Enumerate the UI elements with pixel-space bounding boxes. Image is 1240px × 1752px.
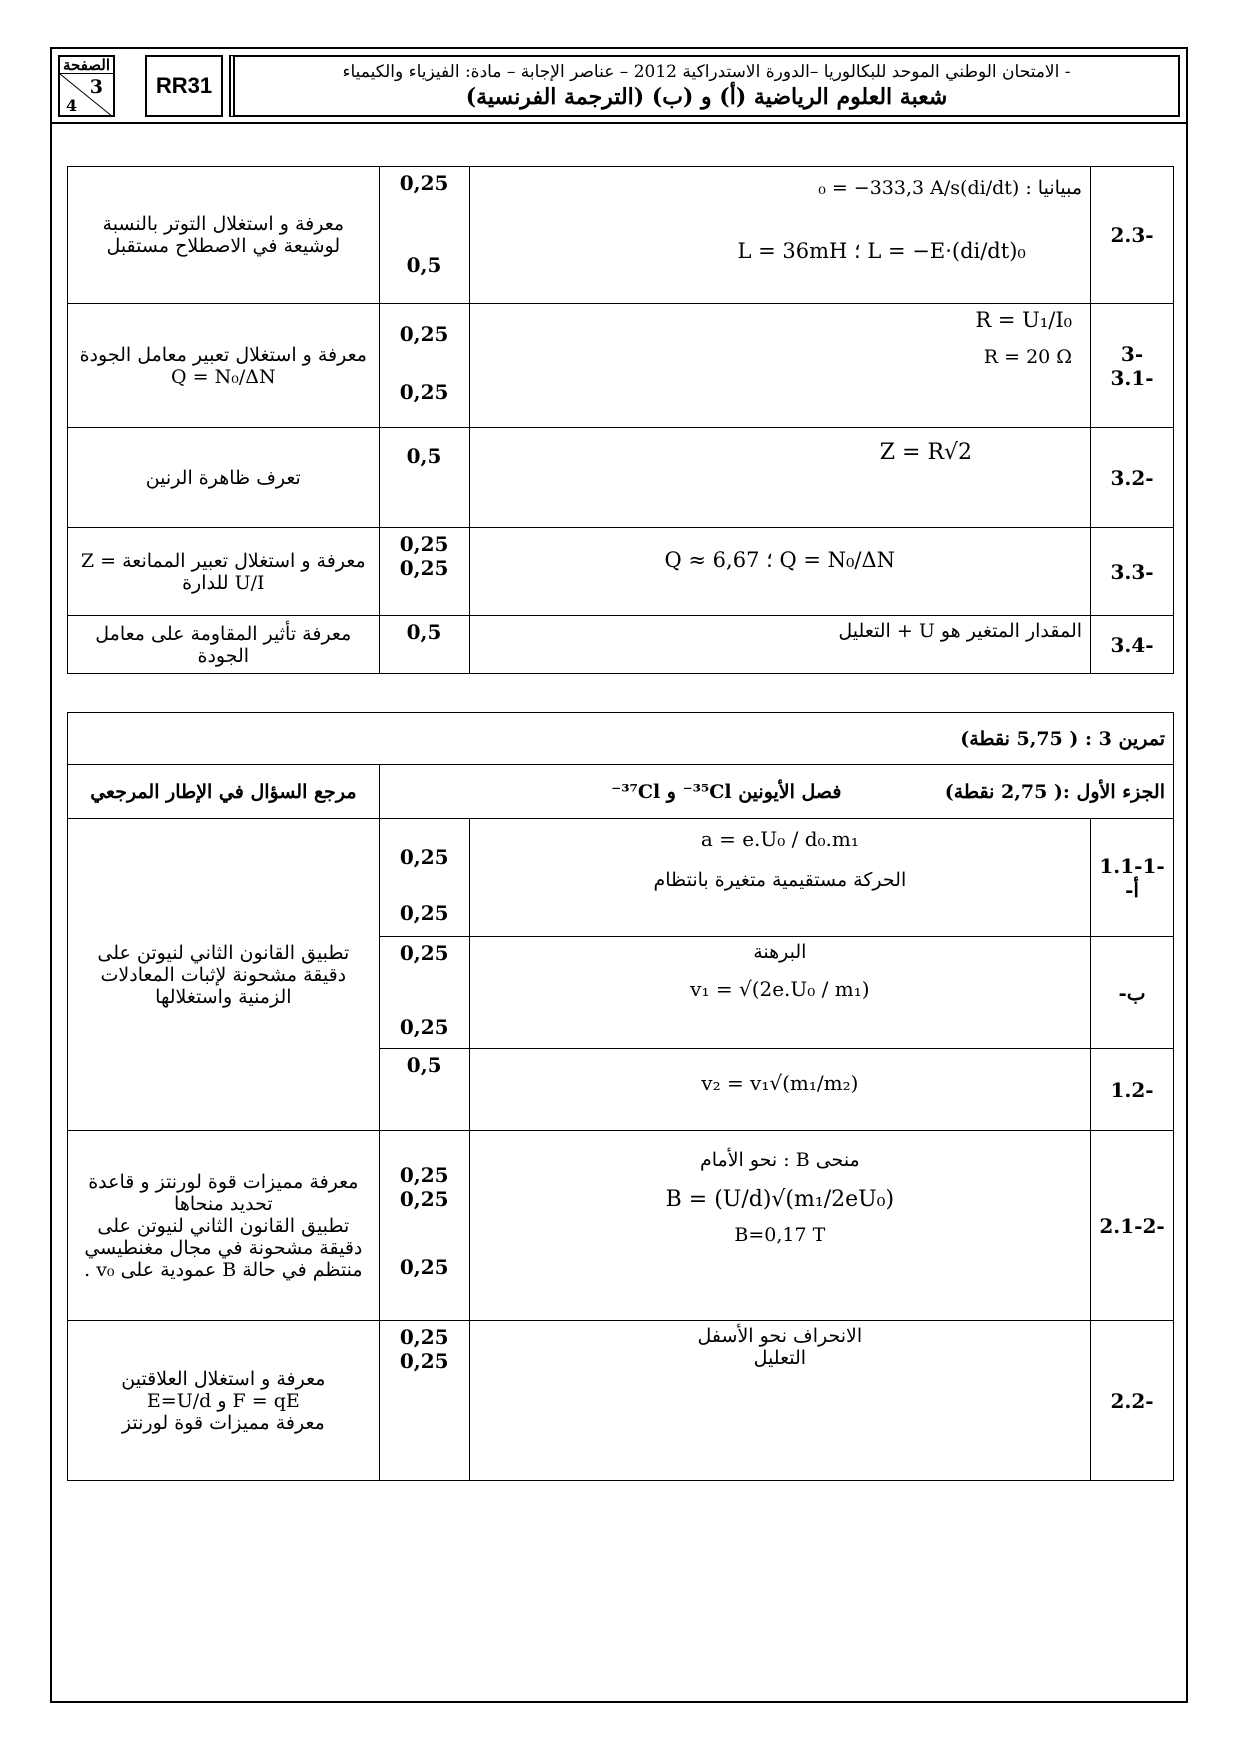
points-cell xyxy=(379,937,469,1049)
table-row xyxy=(68,616,1174,674)
table-row xyxy=(68,428,1174,528)
points-cell xyxy=(379,819,469,937)
table-row xyxy=(68,528,1174,616)
points-value: 0,5 xyxy=(406,1053,442,1077)
points-cell xyxy=(379,304,469,428)
reference-header: مرجع السؤال في الإطار المرجعي xyxy=(68,765,380,819)
question-number: -1.2 xyxy=(1091,1049,1174,1131)
exam-title-line1: الامتحان الوطني الموحد للبكالوريا –الدورة الاستدراكية 2012 – عناصر الإجابة – مادة: الفيزياء والكيمياء - xyxy=(342,62,1071,82)
answer-cell xyxy=(469,304,1091,428)
answer-cell xyxy=(469,937,1090,1049)
table-row xyxy=(68,167,1174,304)
answer-line: مبيانيا : (di/dt)₀ = −333,3 A/s xyxy=(818,177,1083,199)
points-cell xyxy=(379,528,469,616)
points-value: 0,25 xyxy=(399,1163,449,1187)
page-header xyxy=(52,49,1186,124)
table-row xyxy=(68,1321,1174,1481)
reference-line: تطبيق القانون الثاني لنيوتن على دقيقة مشحونة في مجال مغنطيسي منتظم في حالة B عمودية على v₀ . xyxy=(84,1214,363,1281)
reference-line: معرفة مميزات قوة لورنتز xyxy=(121,1411,325,1434)
points-value: 0,5 xyxy=(406,253,442,277)
points-cell xyxy=(379,1131,469,1321)
answer-line: L = −E·(di/dt)₀ ؛ L = 36mH xyxy=(737,239,1026,263)
points-value: 0,25 xyxy=(399,1255,449,1279)
answer-line: Z = R√2 xyxy=(879,440,973,465)
answer-cell xyxy=(469,1049,1090,1131)
answer-line: v₁ = √(2e.U₀ / m₁) xyxy=(690,977,870,1001)
question-number: -2.2 xyxy=(1091,1321,1174,1481)
part1-topic: فصل الأيونين ³⁵Cl⁻ و ³⁷Cl⁻ xyxy=(611,780,842,803)
question-number: -2.1-2 xyxy=(1091,1131,1174,1321)
answer-line: R = U₁/I₀ xyxy=(975,308,1073,332)
reference-cell: معرفة و استغلال التوتر بالنسبة لوشيعة في الاصطلاح مستقبل xyxy=(68,167,380,304)
reference-cell: معرفة و استغلال تعبير معامل الجودة Q = N₀/ΔN xyxy=(68,304,380,428)
answer-cell xyxy=(469,528,1091,616)
points-cell xyxy=(379,428,469,528)
answer-line: v₂ = v₁√(m₁/m₂) xyxy=(701,1071,859,1095)
points-value: 0,25 xyxy=(399,1015,449,1039)
reference-line: معرفة و استغلال العلاقتين xyxy=(121,1367,326,1390)
question-number: -3.2 xyxy=(1091,428,1174,528)
exercise-title: تمرين 3 : ( 5,75 نقطة) xyxy=(68,713,1174,765)
page-number: 3 xyxy=(89,76,103,98)
reference-cell: معرفة و استغلال تعبير الممانعة Z = U/I للدارة xyxy=(68,528,380,616)
exam-code: RR31 xyxy=(145,55,223,117)
points-value: 0,25 xyxy=(399,556,449,580)
question-number: -2.3 xyxy=(1091,167,1174,304)
points-cell xyxy=(379,1049,469,1131)
reference-cell: تطبيق القانون الثاني لنيوتن على دقيقة مشحونة لإثبات المعادلات الزمنية واستغلالها xyxy=(68,819,380,1131)
answer-line: الحركة مستقيمية متغيرة بانتظام xyxy=(653,869,907,891)
table-row xyxy=(68,304,1174,428)
points-value: 0,25 xyxy=(399,1325,449,1349)
points-value: 0,25 xyxy=(399,380,449,404)
question-number: -3.4 xyxy=(1091,616,1174,674)
table-row xyxy=(68,1131,1174,1321)
answer-line: R = 20 Ω xyxy=(983,346,1073,368)
answer-cell xyxy=(469,167,1091,304)
points-value: 0,25 xyxy=(399,845,449,869)
answer-line: التعليل xyxy=(753,1347,807,1369)
points-value: 0,5 xyxy=(406,620,442,644)
answer-line: الانحراف نحو الأسفل xyxy=(697,1325,863,1347)
reference-line: E=U/d و F = qE xyxy=(146,1389,300,1412)
question-number: -1.1-1 أ- xyxy=(1091,819,1174,937)
points-cell xyxy=(379,1321,469,1481)
exam-title-line2: شعبة العلوم الرياضية (أ) و (ب) (الترجمة الفرنسية) xyxy=(465,84,948,110)
answer-cell xyxy=(469,428,1091,528)
points-value: 0,5 xyxy=(406,444,442,468)
answer-line: Q = N₀/ΔN ؛ Q ≈ 6,67 xyxy=(664,548,896,572)
answer-line: B=0,17 T xyxy=(734,1224,826,1246)
question-number: ب- xyxy=(1091,937,1174,1049)
reference-cell xyxy=(68,1131,380,1321)
answer-table-exercise3 xyxy=(67,712,1174,1481)
question-number: -3.3 xyxy=(1091,528,1174,616)
answer-line: a = e.U₀ / d₀.m₁ xyxy=(700,827,859,851)
page-number-box xyxy=(58,55,115,117)
part-header-cell xyxy=(379,765,1173,819)
reference-cell: معرفة تأثير المقاومة على معامل الجودة xyxy=(68,616,380,674)
page-total: 4 xyxy=(66,96,78,115)
points-value: 0,25 xyxy=(399,322,449,346)
points-cell xyxy=(379,167,469,304)
points-value: 0,25 xyxy=(399,901,449,925)
part-header-row xyxy=(68,765,1174,819)
answer-line: المقدار المتغير هو U + التعليل xyxy=(838,620,1083,642)
part1-label: الجزء الأول :( 2,75 نقطة) xyxy=(944,780,1165,803)
answer-table-1 xyxy=(67,166,1174,674)
points-value: 0,25 xyxy=(399,171,449,195)
reference-cell xyxy=(68,1321,380,1481)
question-number: -3 -3.1 xyxy=(1091,304,1174,428)
page-label: الصفحة xyxy=(60,57,113,74)
answer-cell xyxy=(469,1131,1090,1321)
answer-line: B = (U/d)√(m₁/2eU₀) xyxy=(665,1187,895,1212)
answer-line: منحى B : نحو الأمام xyxy=(699,1149,860,1171)
points-value: 0,25 xyxy=(399,1187,449,1211)
points-cell xyxy=(379,616,469,674)
table-row xyxy=(68,819,1174,937)
answer-cell xyxy=(469,819,1090,937)
reference-cell: تعرف ظاهرة الرنين xyxy=(68,428,380,528)
exercise-title-row xyxy=(68,713,1174,765)
answer-cell xyxy=(469,1321,1090,1481)
points-value: 0,25 xyxy=(399,532,449,556)
exam-title-box xyxy=(229,55,1180,117)
answer-cell xyxy=(469,616,1091,674)
points-value: 0,25 xyxy=(399,1349,449,1373)
reference-line: معرفة مميزات قوة لورنتز و قاعدة تحديد منحاها xyxy=(88,1170,359,1215)
answer-line: البرهنة xyxy=(753,941,807,963)
points-value: 0,25 xyxy=(399,941,449,965)
